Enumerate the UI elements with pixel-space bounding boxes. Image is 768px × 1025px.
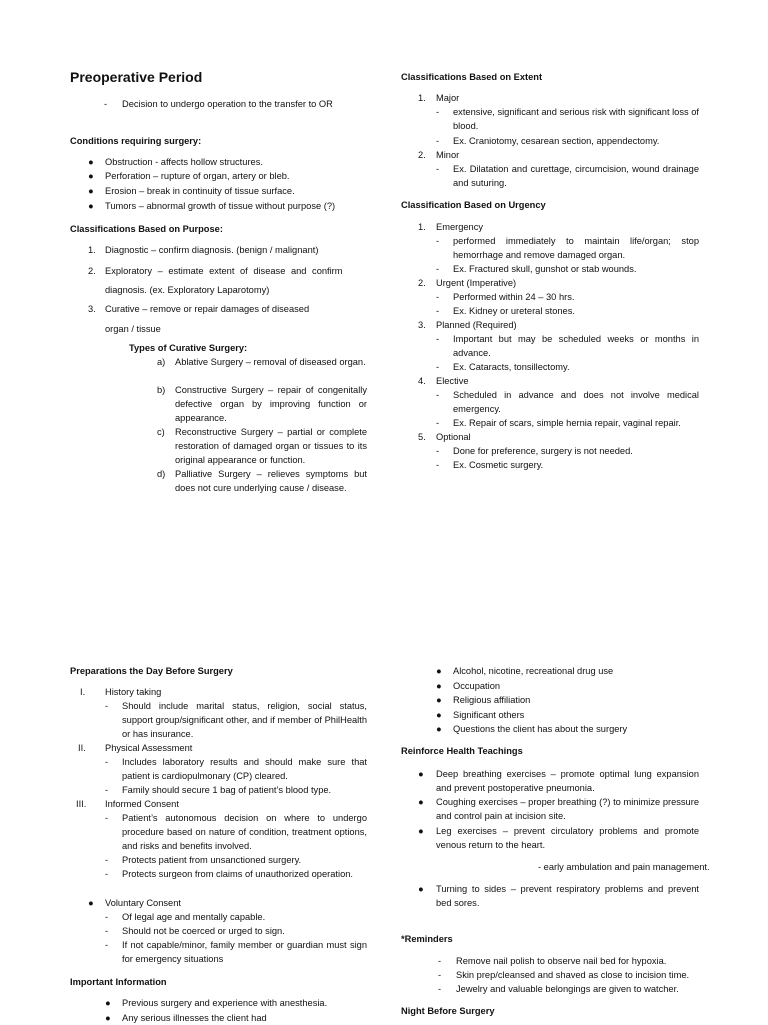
list-item: Reconstructive Surgery – partial or complete restoration of damaged organ or tissues to its original appearance or function. <box>175 427 367 465</box>
list-item: Previous surgery and experience with anesthesia. <box>122 998 328 1008</box>
list-item: Turning to sides – prevent respiratory problems and prevent bed sores. <box>436 884 699 908</box>
list-number: II. <box>78 743 86 753</box>
night-before-heading: Night Before Surgery <box>401 1006 495 1016</box>
reminders-heading: *Reminders <box>401 934 453 944</box>
dash-marker: - <box>436 236 440 246</box>
page-title: Preoperative Period <box>70 69 203 85</box>
list-item: Done for preference, surgery is not needed. <box>453 446 633 456</box>
list-label: Minor <box>436 150 460 160</box>
bullet-icon: ● <box>418 797 424 807</box>
list-item: Ex. Repair of scars, simple hernia repair, vaginal repair. <box>453 418 681 428</box>
dash-marker: - <box>438 970 442 980</box>
list-number: III. <box>76 799 87 809</box>
list-item: extensive, significant and serious risk with significant loss of blood. <box>453 107 699 131</box>
bullet-icon: ● <box>436 724 442 734</box>
bullet-icon: ● <box>436 710 442 720</box>
list-label: Emergency <box>436 222 484 232</box>
urgency-heading: Classification Based on Urgency <box>401 200 546 210</box>
list-marker: a) <box>157 357 166 367</box>
types-heading: Types of Curative Surgery: <box>129 343 248 353</box>
bullet-icon: ● <box>436 666 442 676</box>
dash-marker: - <box>105 813 109 823</box>
list-label: History taking <box>105 687 162 697</box>
list-item: If not capable/minor, family member or guardian must sign for emergency situations <box>122 940 367 964</box>
list-item: Palliative Surgery – relieves symptoms but does not cure underlying cause / disease. <box>175 469 367 493</box>
bullet-icon: ● <box>88 157 94 167</box>
list-marker: d) <box>157 469 166 479</box>
list-number: 1. <box>88 245 96 255</box>
list-item: Ablative Surgery – removal of diseased organ. <box>175 357 366 367</box>
list-number: 2. <box>418 150 426 160</box>
list-number: 2. <box>418 278 426 288</box>
dash-marker: - <box>438 984 442 994</box>
conditions-heading: Conditions requiring surgery: <box>70 136 202 146</box>
bullet-icon: ● <box>436 695 442 705</box>
list-number: 4. <box>418 376 426 386</box>
list-item: Ex. Craniotomy, cesarean section, appendectomy. <box>453 136 660 146</box>
list-item: Leg exercises – prevent circulatory problems and promote venous return to the heart. <box>436 826 699 850</box>
list-item: Scheduled in advance and does not involve medical emergency. <box>453 390 699 414</box>
list-marker: c) <box>157 427 165 437</box>
list-number: 3. <box>418 320 426 330</box>
list-item: Remove nail polish to observe nail bed for hypoxia. <box>456 956 667 966</box>
list-item: Significant others <box>453 710 525 720</box>
dash-marker: - <box>105 757 109 767</box>
list-item: performed immediately to maintain life/organ; stop hemorrhage and remove damaged organ. <box>453 236 699 260</box>
list-label: Optional <box>436 432 471 442</box>
list-item: Protects surgeon from claims of unauthorized operation. <box>122 869 353 879</box>
dash-marker: - <box>436 107 440 117</box>
dash-marker: - <box>105 701 109 711</box>
list-marker: b) <box>157 385 166 395</box>
list-item: Ex. Dilatation and curettage, circumcision, wound drainage and suturing. <box>453 164 699 188</box>
list-number: 3. <box>88 304 96 314</box>
important-heading: Important Information <box>70 977 167 987</box>
extent-heading: Classifications Based on Extent <box>401 72 543 82</box>
dash-marker: - <box>436 334 440 344</box>
bullet-icon: ● <box>105 1013 111 1023</box>
dash-marker: - <box>436 292 440 302</box>
bullet-icon: ● <box>88 186 94 196</box>
list-item: Any serious illnesses the client had <box>122 1013 267 1023</box>
list-item: Protects patient from unsanctioned surgery. <box>122 855 302 865</box>
list-item: Coughing exercises – proper breathing (?) to minimize pressure and control pain at incision site. <box>436 797 699 821</box>
dash-marker: - <box>436 390 440 400</box>
list-item: Performed within 24 – 30 hrs. <box>453 292 575 302</box>
list-item: Obstruction - affects hollow structures. <box>105 157 263 167</box>
list-number: 1. <box>418 222 426 232</box>
list-item: Family should secure 1 bag of patient’s blood type. <box>122 785 332 795</box>
list-label: Physical Assessment <box>105 743 193 753</box>
dash-marker: - <box>105 855 109 865</box>
list-label: Informed Consent <box>105 799 179 809</box>
dash-marker: - <box>436 264 440 274</box>
intro-dash: - <box>104 99 108 109</box>
list-item-cont: diagnosis. (ex. Exploratory Laparotomy) <box>105 285 270 295</box>
dash-marker: - <box>436 446 440 456</box>
list-item: Deep breathing exercises – promote optimal lung expansion and prevent postoperative pneumonia. <box>436 769 699 793</box>
list-item: Should not be coerced or urged to sign. <box>122 926 285 936</box>
list-number: 1. <box>418 93 426 103</box>
list-item: Exploratory – estimate extent of disease and confirm <box>105 266 343 276</box>
list-item: Includes laboratory results and should make sure that patient is cardiopulmonary (CP) cleared. <box>122 757 367 781</box>
list-item: Jewelry and valuable belongings are given to watcher. <box>456 984 679 994</box>
list-item: Ex. Fractured skull, gunshot or stab wounds. <box>453 264 637 274</box>
purpose-heading: Classifications Based on Purpose: <box>70 224 223 234</box>
teachings-extra-line: - early ambulation and pain management. <box>538 862 710 872</box>
dash-marker: - <box>105 785 109 795</box>
list-item: Ex. Cosmetic surgery. <box>453 460 544 470</box>
intro-text: Decision to undergo operation to the transfer to OR <box>122 99 333 109</box>
list-item: Diagnostic – confirm diagnosis. (benign / malignant) <box>105 245 319 255</box>
list-item: Ex. Kidney or ureteral stones. <box>453 306 575 316</box>
bullet-icon: ● <box>436 681 442 691</box>
dash-marker: - <box>436 362 440 372</box>
list-item: Alcohol, nicotine, recreational drug use <box>453 666 614 676</box>
dash-marker: - <box>105 869 109 879</box>
list-number: I. <box>80 687 86 697</box>
dash-marker: - <box>105 912 109 922</box>
dash-marker: - <box>436 418 440 428</box>
list-item: Questions the client has about the surgery <box>453 724 628 734</box>
teachings-heading: Reinforce Health Teachings <box>401 746 523 756</box>
list-item: Tumors – abnormal growth of tissue without purpose (?) <box>105 201 336 211</box>
list-number: 5. <box>418 432 426 442</box>
bullet-icon: ● <box>88 171 94 181</box>
list-item: Of legal age and mentally capable. <box>122 912 266 922</box>
list-item-cont: organ / tissue <box>105 324 161 334</box>
list-label: Major <box>436 93 460 103</box>
list-item: Should include marital status, religion, social status, support group/significant other, and if member of PhilHealth or has insurance. <box>122 701 367 739</box>
list-item: Skin prep/cleansed and shaved as close to incision time. <box>456 970 690 980</box>
list-item: Erosion – break in continuity of tissue surface. <box>105 186 295 196</box>
list-item: Ex. Cataracts, tonsillectomy. <box>453 362 570 372</box>
list-label: Elective <box>436 376 469 386</box>
list-item: Important but may be scheduled weeks or months in advance. <box>453 334 699 358</box>
bullet-icon: ● <box>105 998 111 1008</box>
bullet-icon: ● <box>418 769 424 779</box>
list-item: Occupation <box>453 681 501 691</box>
dash-marker: - <box>436 164 440 174</box>
dash-marker: - <box>105 926 109 936</box>
dash-marker: - <box>438 956 442 966</box>
bullet-icon: ● <box>88 898 94 908</box>
dash-marker: - <box>436 460 440 470</box>
dash-marker: - <box>105 940 109 950</box>
list-item: Perforation – rupture of organ, artery or bleb. <box>105 171 290 181</box>
bullet-icon: ● <box>418 884 424 894</box>
list-label: Planned (Required) <box>436 320 517 330</box>
dash-marker: - <box>436 306 440 316</box>
list-item: Religious affiliation <box>453 695 531 705</box>
dash-marker: - <box>436 136 440 146</box>
list-label: Voluntary Consent <box>105 898 181 908</box>
bullet-icon: ● <box>418 826 424 836</box>
list-label: Urgent (Imperative) <box>436 278 517 288</box>
list-item: Curative – remove or repair damages of diseased <box>105 304 310 314</box>
day-before-heading: Preparations the Day Before Surgery <box>70 666 233 676</box>
list-item: Constructive Surgery – repair of congenitally defective organ by improving function or appearance. <box>175 385 367 423</box>
bullet-icon: ● <box>88 201 94 211</box>
list-number: 2. <box>88 266 96 276</box>
list-item: Patient’s autonomous decision on where to undergo procedure based on nature of condition, treatment options, and risks and benefits involved. <box>122 813 367 851</box>
